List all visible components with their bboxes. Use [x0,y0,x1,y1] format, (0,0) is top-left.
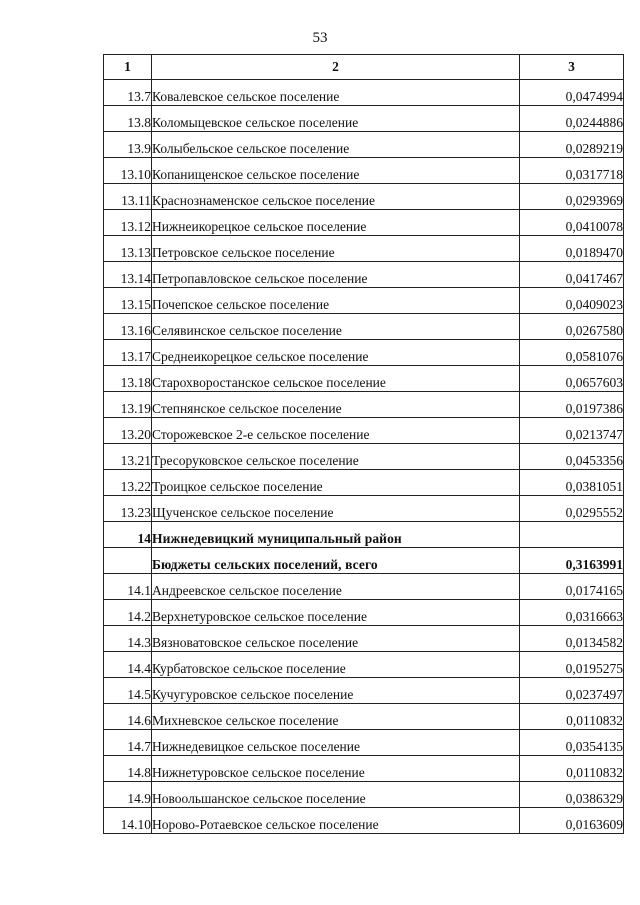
row-name: Новоольшанское сельское поселение [152,782,520,808]
row-number: 14.2 [104,600,152,626]
row-value [520,522,624,548]
row-number: 14.6 [104,704,152,730]
row-value: 0,0195275 [520,652,624,678]
table-row [104,366,624,392]
allocation-table [103,54,624,834]
table-row [104,392,624,418]
table-row [104,262,624,288]
row-name: Нижнедевицкое сельское поселение [152,730,520,756]
table-row [104,444,624,470]
table-row [104,418,624,444]
table-row [104,158,624,184]
row-name: Вязноватовское сельское поселение [152,626,520,652]
header-col-1: 1 [104,55,152,80]
row-name: Коломыцевское сельское поселение [152,106,520,132]
row-number: 13.9 [104,132,152,158]
table-row [104,210,624,236]
table-row [104,730,624,756]
row-value: 0,0237497 [520,678,624,704]
table-row [104,548,624,574]
table-header-row [104,55,624,80]
table-row [104,678,624,704]
table-row [104,704,624,730]
table-row [104,756,624,782]
row-name: Михневское сельское поселение [152,704,520,730]
row-value: 0,0409023 [520,288,624,314]
table-row [104,574,624,600]
table-row [104,132,624,158]
row-name: Норово-Ротаевское сельское поселение [152,808,520,834]
row-name: Старохворостанское сельское поселение [152,366,520,392]
table-row [104,80,624,106]
header-col-3: 3 [520,55,624,80]
row-value: 0,0110832 [520,704,624,730]
table-row [104,782,624,808]
row-name: Тресоруковское сельское поселение [152,444,520,470]
row-value: 0,0134582 [520,626,624,652]
row-name: Селявинское сельское поселение [152,314,520,340]
row-name: Верхнетуровское сельское поселение [152,600,520,626]
row-value: 0,0317718 [520,158,624,184]
row-value: 0,0316663 [520,600,624,626]
row-value: 0,0244886 [520,106,624,132]
row-value: 0,0381051 [520,470,624,496]
table-row [104,236,624,262]
row-name: Троицкое сельское поселение [152,470,520,496]
row-name: Андреевское сельское поселение [152,574,520,600]
row-name: Курбатовское сельское поселение [152,652,520,678]
table-row [104,626,624,652]
row-value: 0,0657603 [520,366,624,392]
table-row [104,314,624,340]
row-value: 0,0197386 [520,392,624,418]
page-number: 53 [312,30,328,46]
row-name: Нижнеикорецкое сельское поселение [152,210,520,236]
row-value: 0,0213747 [520,418,624,444]
row-number: 14.3 [104,626,152,652]
row-number: 14.1 [104,574,152,600]
row-number: 13.14 [104,262,152,288]
row-number: 13.12 [104,210,152,236]
row-number: 14.10 [104,808,152,834]
table-row [104,288,624,314]
row-value: 0,3163991 [520,548,624,574]
row-value: 0,0474994 [520,80,624,106]
row-value: 0,0289219 [520,132,624,158]
row-number: 13.18 [104,366,152,392]
row-name: Петровское сельское поселение [152,236,520,262]
row-name: Степнянское сельское поселение [152,392,520,418]
row-name: Петропавловское сельское поселение [152,262,520,288]
table-row [104,652,624,678]
row-number: 14.5 [104,678,152,704]
row-value: 0,0163609 [520,808,624,834]
row-name: Нижнетуровское сельское поселение [152,756,520,782]
table-row [104,470,624,496]
row-value: 0,0267580 [520,314,624,340]
row-number: 13.11 [104,184,152,210]
row-name: Щученское сельское поселение [152,496,520,522]
row-name: Бюджеты сельских поселений, всего [152,548,520,574]
row-name: Сторожевское 2-е сельское поселение [152,418,520,444]
row-name: Почепское сельское поселение [152,288,520,314]
row-value: 0,0293969 [520,184,624,210]
table-row [104,184,624,210]
table-row [104,600,624,626]
table-row [104,496,624,522]
table-body [104,80,624,834]
row-name: Краснознаменское сельское поселение [152,184,520,210]
row-value: 0,0410078 [520,210,624,236]
row-number: 13.8 [104,106,152,132]
row-value: 0,0189470 [520,236,624,262]
table-row [104,340,624,366]
row-number: 13.22 [104,470,152,496]
row-value: 0,0581076 [520,340,624,366]
row-value: 0,0453356 [520,444,624,470]
row-number: 14 [104,522,152,548]
row-number: 13.20 [104,418,152,444]
row-number: 14.9 [104,782,152,808]
row-name: Ковалевское сельское поселение [152,80,520,106]
row-value: 0,0386329 [520,782,624,808]
row-name: Кучугуровское сельское поселение [152,678,520,704]
header-col-2: 2 [152,55,520,80]
row-number: 13.17 [104,340,152,366]
table-row [104,808,624,834]
row-number: 13.7 [104,80,152,106]
table-row [104,522,624,548]
row-number: 13.13 [104,236,152,262]
row-number: 13.15 [104,288,152,314]
table-row [104,106,624,132]
row-value: 0,0295552 [520,496,624,522]
row-number: 14.8 [104,756,152,782]
row-number: 13.19 [104,392,152,418]
row-number: 14.4 [104,652,152,678]
row-name: Среднеикорецкое сельское поселение [152,340,520,366]
row-number: 13.16 [104,314,152,340]
row-number: 13.23 [104,496,152,522]
row-value: 0,0174165 [520,574,624,600]
row-number: 14.7 [104,730,152,756]
row-value: 0,0354135 [520,730,624,756]
row-number: 13.21 [104,444,152,470]
row-value: 0,0110832 [520,756,624,782]
row-name: Нижнедевицкий муниципальный район [152,522,520,548]
row-number [104,548,152,574]
row-value: 0,0417467 [520,262,624,288]
row-number: 13.10 [104,158,152,184]
row-name: Колыбельское сельское поселение [152,132,520,158]
row-name: Копанищенское сельское поселение [152,158,520,184]
